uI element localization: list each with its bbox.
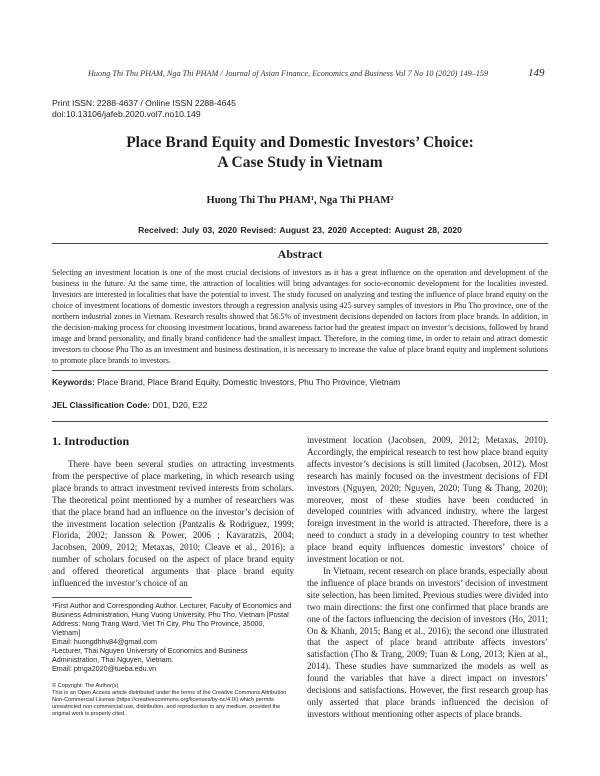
copyright-notice xyxy=(52,683,296,718)
right-column xyxy=(307,435,548,721)
page-number: 149 xyxy=(528,67,545,79)
footnote-1 xyxy=(52,602,294,647)
jel-text: D01, D20, E22 xyxy=(150,400,208,410)
footnote-2-email[interactable]: Email: ptnga2020@tueba.edu.vn xyxy=(52,664,157,673)
footnote-1-email[interactable]: Email: huongdhhv84@gmail.com xyxy=(52,637,157,646)
footnote-1-text: ¹First Author and Corresponding Author. Lecturer, Faculty of Economics and Business Administration, Hung Vuong University, Phu Tho, Vietnam [Postal Address: Nong Trang Ward, Viet Tri City, Phu Tho Province, 35000, Vietnam] xyxy=(52,602,292,637)
footnote-2-text: ²Lecturer, Thai Nguyen University of Economics and Business Administration, Thai Nguyen, Vietnam. xyxy=(52,647,248,664)
authors: Huong Thi Thu PHAM¹, Nga Thi PHAM² xyxy=(206,195,394,206)
jel-label: JEL Classification Code: xyxy=(52,400,151,410)
footnote-2 xyxy=(52,647,294,674)
intro-paragraph-continued: investment location (Jacobsen, 2009, 2012; Metaxas, 2010). Accordingly, the empirical research to test how place brand equity affects investor’s decisions is still limited (Jacobsen, 2012). Most research has mainly focused on the investment decisions of FDI investors (Nguyen, 2020; Nguyen, 2020; Tung & Thang, 2020); moreover, most of these studies have been conducted in developed countries with advanced industry, where the largest foreign investment in the world is attracted. Therefore, there is a need to conduct a study in a developing country to test whether place brand equity influences domestic investors’ choice of investment location or not. xyxy=(307,435,548,565)
running-head: Huong Thi Thu PHAM, Nga Thi PHAM / Journal of Asian Finance, Economics and Business Vol 7 No 10 (2020) 149–159 xyxy=(88,69,489,78)
issn-block xyxy=(52,98,236,120)
keywords xyxy=(52,377,548,387)
divider-abstract-bottom xyxy=(52,370,548,371)
divider-jel-bottom xyxy=(52,421,548,422)
keywords-label: Keywords: xyxy=(52,377,95,387)
divider-top xyxy=(52,243,548,244)
issn-line: Print ISSN: 2288-4637 / Online ISSN 2288-4645 xyxy=(52,98,236,108)
abstract-text: Selecting an investment location is one of the most crucial decisions of investors as it has a great influence on the operation and development of the business in the future. At the same time, the attraction of localities will bring advantages for socio-economic development for the localities invested. Investors are interested in localities that have the potential to invest. The study focused on analyzing and testing the influence of place brand equity on the choice of investment locations of domestic investors through a regression analysis using 425 survey samples of investors in Phu Tho province, one of the northern industrial zones in Vietnam. Research results showed that 56.5% of investment decisions depended on factors from place brands. In addition, in the decision-making process for choosing investment locations, brand awareness factor had the greatest impact on investor’s decisions, followed by brand image and brand personality, and finally brand confidence had the smallest impact. Therefore, in the coming time, in order to retain and attract domestic investors to choose Phu Tho as an investment and business destination, it is necessary to increase the value of place brand equity and implement solutions to promote place brands to investors. xyxy=(52,268,548,365)
title-line-2: A Case Study in Vietnam xyxy=(217,154,383,171)
intro-paragraph-2: In Vietnam, recent research on place brands, especially about the influence of place brands on investors’ decision of investment site selection, has been limited. Previous studies were divided into two main directions: the first one confirmed that place brands are one of the factors influencing the decision of investors (Ho, 2011; On & Khanh, 2015; Bang et al., 2016); the second one illustrated that the aspect of place brand attribute affects investors’ satisfaction (Tho & Trang, 2009; Tuan & Long, 2013; Kien at al., 2014). These studies have summarized the models as well as found the variables that have a direct impact on investors’ decisions and satisfactions. However, the first research group has only asserted that place brands influenced the decision of investors without mentioning other aspects of place brands. xyxy=(307,565,548,719)
left-column xyxy=(52,459,294,590)
keywords-text: Place Brand, Place Brand Equity, Domestic Investors, Phu Tho Province, Vietnam xyxy=(94,377,401,387)
copyright-line: © Copyright: The Author(s) xyxy=(52,683,119,689)
footnote-rule xyxy=(52,597,192,598)
title-line-1: Place Brand Equity and Domestic Investors’ Choice: xyxy=(126,134,474,151)
license-text: This is an Open Access article distributed under the terms of the Creative Commons Attribution Non-Commercial License (https://creativecommons.org/licenses/by-nc/4.0/) which permits unrestricted non-commercial use, distribution, and reproduction in any medium, provided the original work is properly cited. xyxy=(52,690,287,718)
submission-dates: Received: July 03, 2020 Revised: August 23, 2020 Accepted: August 28, 2020 xyxy=(138,225,462,235)
abstract-heading: Abstract xyxy=(277,247,323,261)
jel-codes xyxy=(52,400,548,410)
section-heading: 1. Introduction xyxy=(52,434,130,448)
intro-paragraph-1: There have been several studies on attracting investments from the perspective of place marketing, in which research using place brands to attract investment revived interests from scholars. The theoretical point mentioned by a number of researchers was that the place brand had an influence on the investor’s decision of the investment location selection (Pantzalis & Rodriguez, 1999; Florida, 2002; Jansson & Power, 2006 ; Kavaratzis, 2004; Jacobsen, 2009, 2012; Metaxas, 2010; Cleave et al., 2016); a number of scholars focused on the aspect of place brand equity and offered theoretical arguments that place brand equity influenced the investor’s choice of an xyxy=(52,459,294,589)
doi-line[interactable]: doi:10.13106/jafeb.2020.vol7.no10.149 xyxy=(52,109,201,119)
paper-title xyxy=(40,133,560,173)
